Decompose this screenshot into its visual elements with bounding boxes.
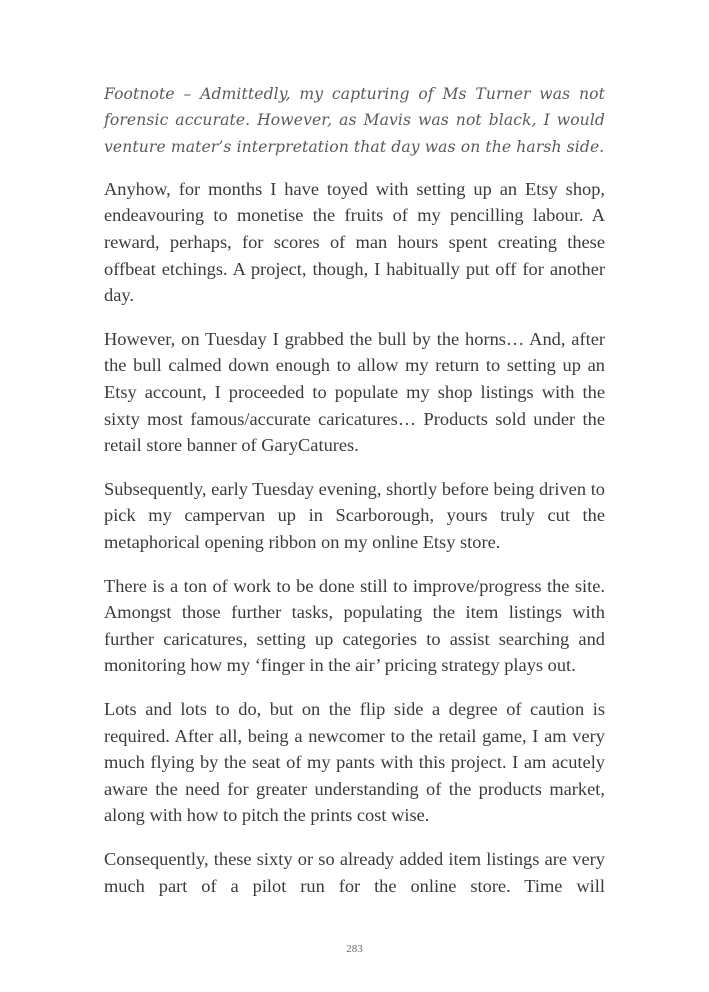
body-paragraph-etsy-intro: Anyhow, for months I have toyed with setting up an Etsy shop, endeavouring to monetise the fruits of my pencilling labour. A reward, perhaps, for scores of man hours spent creating these offbeat etchings. A project, though, I habitually put off for another day. [104,178,605,306]
body-paragraph-caution: Lots and lots to do, but on the flip side a degree of caution is required. After all, being a newcomer to the retail game, I am very much flying by the seat of my pants with this project. I am acutely aware the need for greater understanding of the products market, along with how to pitch the prints cost wise. [104,698,605,826]
body-paragraph-tuesday: However, on Tuesday I grabbed the bull by the horns… And, after the bull calmed down enough to allow my return to setting up an Etsy account, I proceeded to populate my shop listings with the sixty most famous/accurate caricatures… Products sold under the retail store banner of GaryCatures. [104,328,605,456]
footnote-paragraph: Footnote – Admittedly, my capturing of Ms Turner was not forensic accurate. However, as Mavis was not black, I would venture mater’s interpretation that day was on the harsh side. [104,85,605,156]
body-paragraph-opening: Subsequently, early Tuesday evening, shortly before being driven to pick my campervan up in Scarborough, yours truly cut the metaphorical opening ribbon on my online Etsy store. [104,478,605,553]
body-paragraph-tasks: There is a ton of work to be done still to improve/progress the site. Amongst those further tasks, populating the item listings with further caricatures, setting up categories to assist searching and monitoring how my ‘finger in the air’ pricing strategy plays out. [104,575,605,676]
page-text-column [104,81,605,916]
page-number: 283 [346,943,363,955]
body-paragraph-pilot-run: Consequently, these sixty or so already added item listings are very much part of a pilot run for the online store. Time will [104,848,605,896]
